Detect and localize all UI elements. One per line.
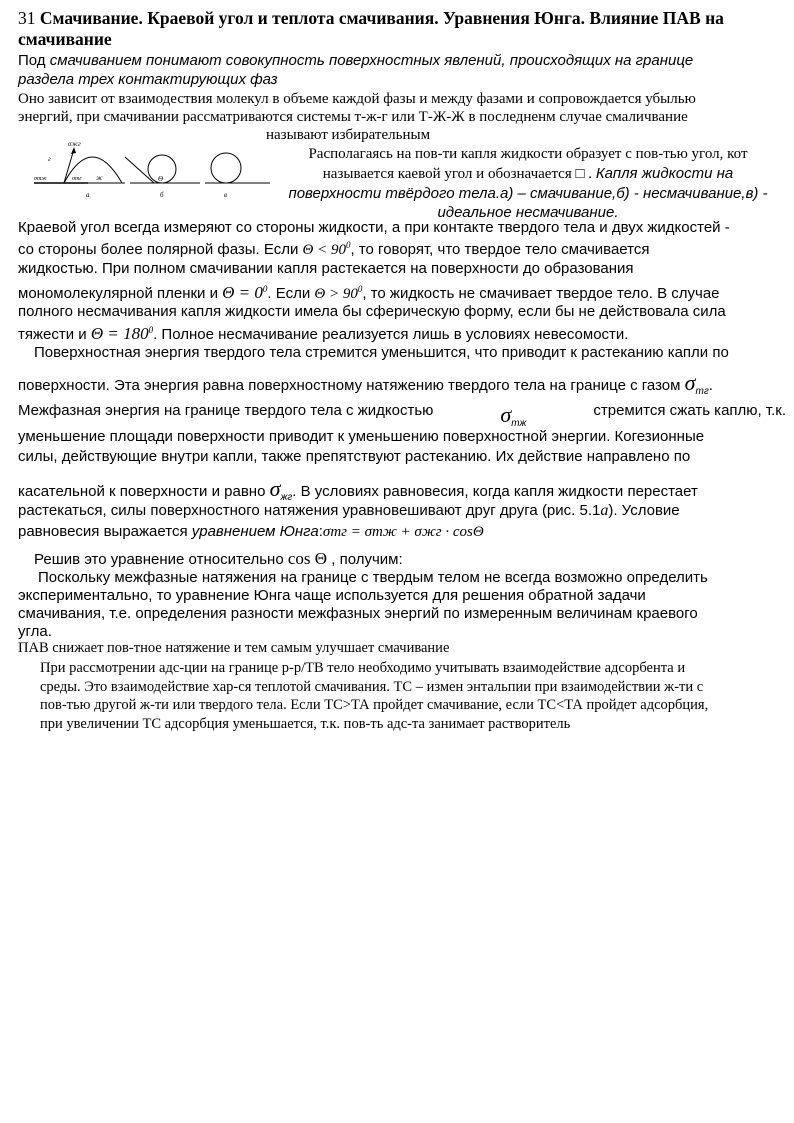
sup-0d: 0 [148,325,154,335]
para1-l4-b: . Если [267,285,315,302]
sup-0c: 0 [357,284,363,294]
para3-line-4: угла. [18,623,52,640]
para1-l2-a: со стороны более полярной фазы. Если [18,241,303,258]
para1-line-2 [18,240,649,259]
para2-line-5: силы, действующие внутри капли, также препятствуют растеканию. Их действие направлено по [18,448,691,465]
wetting-figure [30,137,280,207]
sigma-zhg: σ [269,476,281,501]
colon: : [318,523,323,540]
math-theta-eq-180: Θ = 180 [90,324,149,343]
sub-zhg: жг [280,492,293,503]
para2-l7-a-it: а [600,502,609,519]
para2-l6-b: . В условиях равновесия, когда капля жидкости перестает [292,483,698,500]
intro-italic-1: смачиванием понимают совокупность поверхностных явлений, происходящих на границе [49,52,694,69]
caption-line-1: Располагаясь на пов-ти капля жидкости образует с пов-тью угол, кот [308,146,748,162]
intro-line-2: раздела трех контактирующих фаз [18,71,278,88]
math-theta-gt-90: Θ > 90 [314,286,358,302]
para2-l6-a: касательной к поверхности и равно [18,483,266,500]
math-theta-eq-0: Θ = 0 [222,283,263,302]
para2-line-1: Поверхностная энергия твердого тела стремится уменьшится, что приводит к растеканию капли по [34,344,729,361]
para1-line-3: жидкостью. При полном смачивании капля растекается на поверхности до образования [18,260,634,277]
para1-l4-c: , то жидкость не смачивает твердое тело. В случае [362,285,720,302]
para1-line-1: Краевой угол всегда измеряют со стороны жидкости, а при контакте твердого тела и двух жидкостей - [18,219,730,236]
para2-line-8 [18,523,484,541]
math-theta-lt-90: Θ < 90 [302,242,346,258]
title-number: 31 [18,8,36,28]
para2-line-4: уменьшение площади поверхности приводит к уменьшению поверхностной энергии. Когезионные [18,428,705,445]
solve-line [34,549,403,569]
page-title [18,8,778,50]
para2-l3-b: стремится сжать каплю, т.к. [593,402,786,419]
title-text: Смачивание. Краевой угол и теплота смачивания. Уравнения Юнга. Влияние ПАВ на [39,8,724,28]
para4-line-4: при увеличении ТС адсорбция уменьшается, т.к. пов-ть адс-та занимает растворитель [40,716,571,732]
solve-b: , получим: [327,551,403,568]
pav-line: ПАВ снижает пов-тное натяжение и тем самым улучшает смачивание [18,640,450,656]
para1-l2-b: , то говорят, что твердое тело смачивается [350,241,650,258]
tangent-b [125,157,154,183]
para1-line-6 [18,324,628,344]
para2-line-7 [18,502,680,520]
para2-l7-b: ). Условие [608,502,680,519]
para2-line-3 [18,402,786,429]
label-theta: Θ [158,175,164,183]
sup-0: 0 [346,240,351,250]
arrow-head [71,147,76,154]
para2-l8-a: равновесия выражается [18,523,192,540]
para1-l6-a: тяжести и [18,326,91,343]
label-sigma-tg: σтг [72,176,82,182]
para2-l3-a: Межфазная энергия на границе твердого тела с жидкостью [18,402,434,419]
label-b: б [160,191,164,199]
para3-line-1: Поскольку межфазные натяжения на границе с твердым телом не всегда возможно определить [38,569,708,586]
para1-l6-b: . Полное несмачивание реализуется лишь в условиях невесомости. [153,326,629,343]
depends-line-1: Оно зависит от взаимодествия молекул в объеме каждой фазы и между фазами и сопровождается убылью [18,91,696,107]
para2-line-2 [18,370,713,397]
label-a: а [86,191,90,199]
label-sigma-tzh: σтж [34,176,47,182]
caption-line-3: поверхности твёрдого тела.а) – смачивание,б) - несмачивание,в) - [288,185,768,202]
solve-a: Решив это уравнение относительно [34,551,288,568]
para3-line-3: смачивания, т.е. определения разности межфазных энергий по измеренным величинам краевого [18,605,698,622]
young-equation: σтг = σтж + σжг · cosΘ [322,524,484,540]
para1-line-4 [18,283,720,303]
title-text-cont: смачивание [18,29,112,49]
drop-c [211,153,241,183]
sigma-tg: σ [684,370,696,395]
para2-line-6 [18,476,698,503]
para4-line-2: среды. Это взаимодействие хар-ся теплотой смачивания. ТС – измен энтальпии при взаимодействии ж-ти с [40,679,704,695]
label-gamma: г [48,155,51,163]
intro-line-1 [18,52,693,69]
para4-line-1: При рассмотрении адс-ции на границе р-р/ТВ тело необходимо учитывать взаимодействие адсорбента и [40,660,686,676]
depends-line-3: называют избирательным [266,127,431,143]
sup-0b: 0 [262,284,268,294]
sigma-tzh: σ [500,402,512,427]
para1-line-5: полного несмачивания капля жидкости имела бы сферическую форму, если бы не действовала сила [18,303,726,320]
label-sigma-zhg: σжг [68,140,81,148]
intro-pre: Под [18,52,50,69]
caption-line-2 [268,164,788,184]
para1-l4-a: мономолекулярной пленки и [18,285,223,302]
sub-tg: тг [695,386,709,397]
label-zh: ж [96,174,103,182]
figure-caption [268,145,788,222]
para2-l7-a: растекаться, силы поверхностного натяжения уравновешивают друг друга (рис. 5.1 [18,502,601,519]
sub-tzh: тж [511,418,527,429]
young-equation-label: уравнением Юнга [191,523,319,540]
caption-l2-italic: Капля жидкости на [595,165,734,182]
para2-l2: поверхности. Эта энергия равна поверхностному натяжению твердого тела на границе с газом [18,377,681,394]
caption-line-4: идеальное несмачивание. [437,204,619,221]
math-cos-theta: cos Θ [287,549,328,568]
para4-line-3: пов-тью другой ж-ти или твердого тела. Если ТС>ТА пройдет смачивание, если ТС<ТА пройдет адсорбция, [40,697,709,713]
label-v: в [224,191,228,199]
depends-line-2: энергий, при смачивании рассматриваются системы т-ж-г или Т-Ж-Ж в последненм случае смаличвание [18,109,688,125]
para3-line-2: экспериментально, то уравнение Юнга чаще используется для решения обратной задачи [18,587,646,604]
caption-l2-plain: называется каевой угол и обозначается □ . [322,166,596,182]
para2-l2-end: . [708,377,713,394]
